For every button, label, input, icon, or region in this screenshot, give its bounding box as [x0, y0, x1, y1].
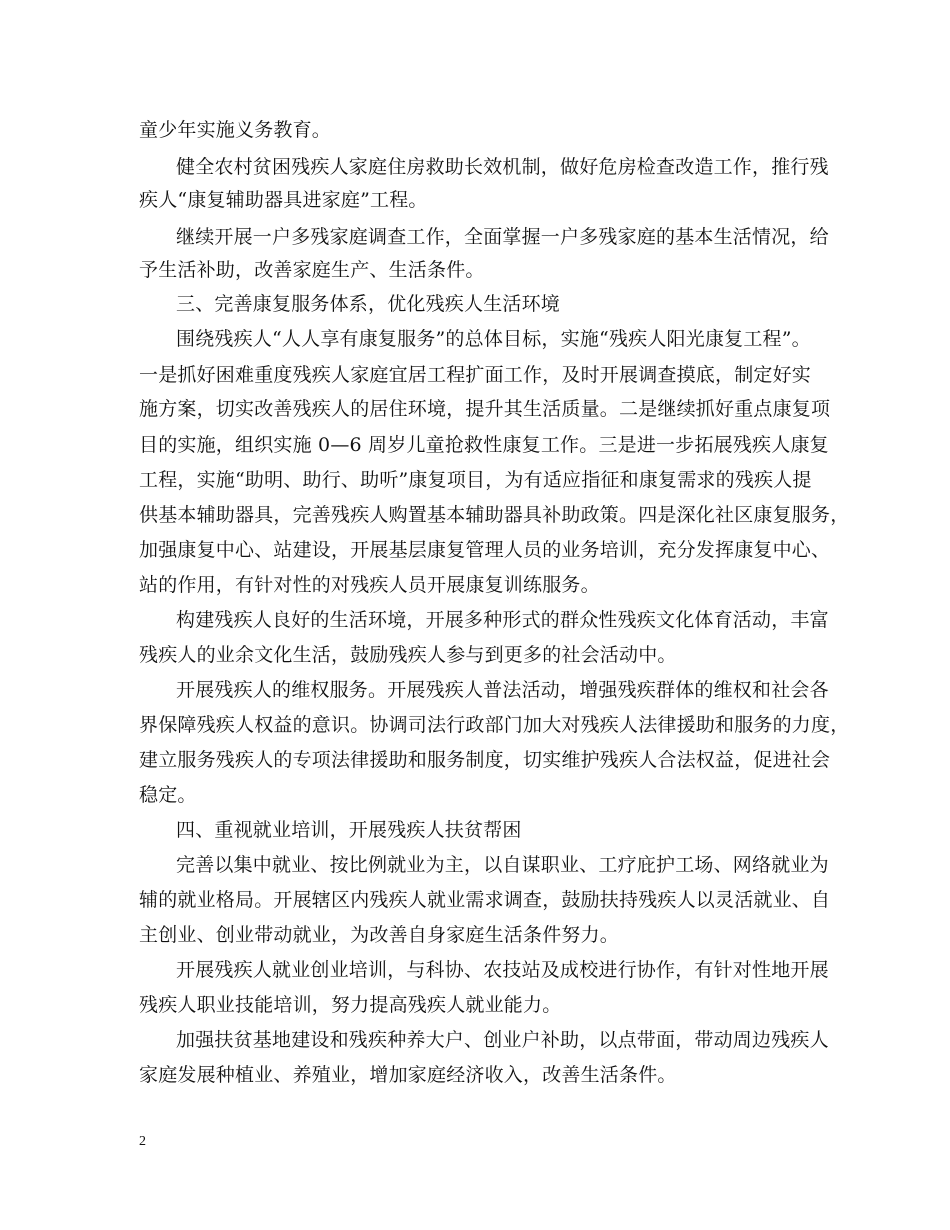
- page-number: 2: [139, 1134, 146, 1149]
- text-line: 开展残疾人就业创业培训，与科协、农技站及成校进行协作，有针对性地开展: [176, 959, 829, 981]
- text-line: 供基本辅助器具，完善残疾人购置基本辅助器具补助政策。四是深化社区康复服务，: [139, 504, 850, 526]
- text-line: 围绕残疾人“人人享有康复服务”的总体目标，实施“残疾人阳光康复工程”。: [176, 328, 811, 350]
- text-line: 加强康复中心、站建设，开展基层康复管理人员的业务培训，充分发挥康复中心、: [139, 539, 831, 561]
- text-line: 施方案，切实改善残疾人的居住环境，提升其生活质量。二是继续抓好重点康复项: [139, 398, 831, 420]
- section-heading: 四、重视就业培训，开展残疾人扶贫帮困: [176, 819, 522, 841]
- text-line: 家庭发展种植业、养殖业，增加家庭经济收入，改善生活条件。: [139, 1064, 677, 1086]
- text-line: 完善以集中就业、按比例就业为主，以自谋职业、工疗庇护工场、网络就业为: [176, 854, 829, 876]
- text-line: 残疾人的业余文化生活，鼓励残疾人参与到更多的社会活动中。: [139, 644, 677, 666]
- text-line: 目的实施，组织实施 0—6 周岁儿童抢救性康复工作。三是进一步拓展残疾人康复: [139, 434, 829, 456]
- text-line: 主创业、创业带动就业，为改善自身家庭生活条件努力。: [139, 924, 620, 946]
- text-line: 残疾人职业技能培训，努力提高残疾人就业能力。: [139, 994, 562, 1016]
- text-line: 构建残疾人良好的生活环境，开展多种形式的群众性残疾文化体育活动，丰富: [176, 609, 829, 631]
- text-line: 继续开展一户多残家庭调查工作，全面掌握一户多残家庭的基本生活情况，给: [176, 226, 829, 248]
- text-line: 稳定。: [139, 784, 197, 806]
- text-line: 健全农村贫困残疾人家庭住房救助长效机制，做好危房检查改造工作，推行残: [176, 156, 829, 178]
- text-line: 予生活补助，改善家庭生产、生活条件。: [139, 259, 485, 281]
- text-line: 建立服务残疾人的专项法律援助和服务制度，切实维护残疾人合法权益，促进社会: [139, 749, 831, 771]
- text-line: 开展残疾人的维权服务。开展残疾人普法活动，增强残疾群体的维权和社会各: [176, 679, 829, 701]
- text-line: 童少年实施义务教育。: [139, 119, 332, 141]
- text-line: 疾人“康复辅助器具进家庭”工程。: [139, 189, 428, 211]
- text-line: 辅的就业格局。开展辖区内残疾人就业需求调查，鼓励扶持残疾人以灵活就业、自: [139, 889, 831, 911]
- text-line: 工程，实施“助明、助行、助听”康复项目，为有适应指征和康复需求的残疾人提: [139, 469, 812, 491]
- text-line: 一是抓好困难重度残疾人家庭宜居工程扩面工作，及时开展调查摸底，制定好实: [139, 364, 812, 386]
- text-line: 加强扶贫基地建设和残疾种养大户、创业户补助，以点带面，带动周边残疾人: [176, 1029, 829, 1051]
- text-line: 界保障残疾人权益的意识。协调司法行政部门加大对残疾人法律援助和服务的力度，: [139, 714, 850, 736]
- text-line: 站的作用，有针对性的对残疾人员开展康复训练服务。: [139, 574, 600, 596]
- section-heading: 三、完善康复服务体系，优化残疾人生活环境: [176, 293, 561, 315]
